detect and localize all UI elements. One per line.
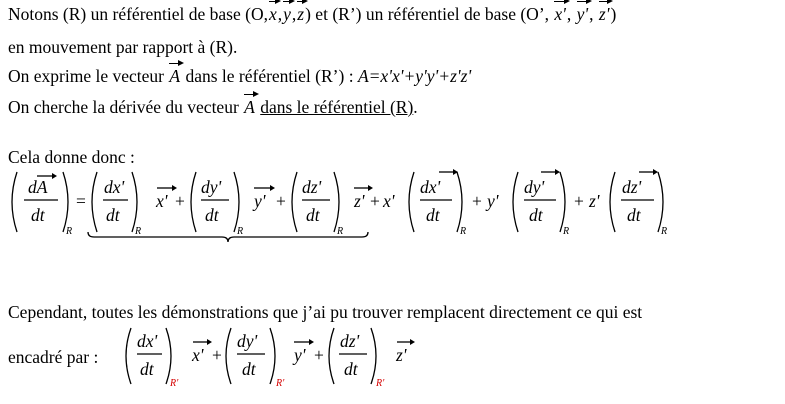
term3-subscript: R <box>337 226 344 237</box>
bottom-term1-numerator: dx' <box>137 331 158 351</box>
text-segment: ) et (R’) un référentiel de base (O’, <box>305 4 554 24</box>
vector-A: A <box>244 97 255 117</box>
text-segment: Notons (R) un référentiel de base (O, <box>8 4 268 24</box>
lhs-numerator: dA <box>28 177 48 197</box>
term2-numerator: dy' <box>201 177 222 197</box>
underlined-phrase: dans le référentiel (R) <box>260 97 414 117</box>
express-vector-line <box>8 66 471 86</box>
boxed-term-line: encadré par : <box>8 347 99 367</box>
plus-sign: + <box>472 191 482 211</box>
bottom-term3-numerator: dz' <box>340 331 360 351</box>
lhs-subscript: R <box>66 226 73 237</box>
text-segment: dans le référentiel (R’) : <box>181 66 358 86</box>
term1-vector: x' <box>156 191 168 211</box>
term6-subscript: R <box>661 226 668 237</box>
bottom-term2-subscript: R' <box>276 378 285 389</box>
term4-coefficient: x' <box>383 191 395 211</box>
term1-subscript: R <box>135 226 142 237</box>
bottom-term1-denominator: dt <box>140 359 154 379</box>
plus-sign: + <box>574 191 584 211</box>
term4-denominator: dt <box>426 205 440 225</box>
derivative-goal-line <box>8 97 418 117</box>
text-segment: On cherche la dérivée du vecteur <box>8 97 244 117</box>
bottom-term2-denominator: dt <box>242 359 256 379</box>
equals-sign: = <box>76 191 86 211</box>
term3-denominator: dt <box>306 205 320 225</box>
vector-x-prime: x' <box>554 4 566 24</box>
plus-sign: + <box>370 191 380 211</box>
bottom-term3-denominator: dt <box>344 359 358 379</box>
plus-sign: + <box>314 345 324 365</box>
plus-sign: + <box>276 191 286 211</box>
main-derivative-formula <box>0 166 785 246</box>
term2-denominator: dt <box>205 205 219 225</box>
term2-vector: y' <box>254 191 266 211</box>
term1-numerator: dx' <box>104 177 125 197</box>
term3-vector: z' <box>354 191 365 211</box>
term5-numerator: dy' <box>524 177 545 197</box>
term6-numerator: dz' <box>622 177 642 197</box>
vector-z: z <box>297 4 305 24</box>
vector-y-prime: y' <box>576 4 589 24</box>
term3-numerator: dz' <box>302 177 322 197</box>
vector-A-expression: A=x'x'+y'y'+z'z' <box>357 66 472 86</box>
vector-x: x <box>268 4 277 24</box>
lhs-denominator: dt <box>31 205 45 225</box>
term4-subscript: R <box>460 226 467 237</box>
intro-line-1: Notons (R) un référentiel de base (O,x,y,z) et (R’) un référentiel de base (O’, x', y', z') <box>8 4 617 24</box>
term5-coefficient: y' <box>487 191 499 211</box>
vector-z-prime: z' <box>598 4 610 24</box>
vector-y: y <box>283 4 291 24</box>
term1-denominator: dt <box>106 205 120 225</box>
text-segment: On exprime le vecteur <box>8 66 169 86</box>
bottom-term2-numerator: dy' <box>237 331 258 351</box>
bottom-term1-subscript: R' <box>170 378 179 389</box>
intro-line-2: en mouvement par rapport à (R). <box>8 37 238 57</box>
term6-denominator: dt <box>627 205 641 225</box>
bottom-term1-vector: x' <box>192 345 204 365</box>
bottom-term2-vector: y' <box>294 345 306 365</box>
term6-coefficient: z' <box>589 191 600 211</box>
term2-subscript: R <box>237 226 244 237</box>
term4-numerator: dx' <box>420 177 441 197</box>
plus-sign: + <box>212 345 222 365</box>
boxed-formula <box>0 322 785 398</box>
result-intro-line: Cela donne donc : <box>8 147 135 167</box>
bottom-term3-subscript: R' <box>376 378 385 389</box>
term5-subscript: R <box>563 226 570 237</box>
vector-A: A <box>169 66 181 86</box>
text-segment: ) <box>610 4 617 24</box>
remark-line: Cependant, toutes les démonstrations que j’ai pu trouver remplacent directement ce qui est <box>8 302 643 322</box>
text-segment: . <box>413 97 418 117</box>
plus-sign: + <box>175 191 185 211</box>
bottom-term3-vector: z' <box>396 345 407 365</box>
term5-denominator: dt <box>529 205 543 225</box>
